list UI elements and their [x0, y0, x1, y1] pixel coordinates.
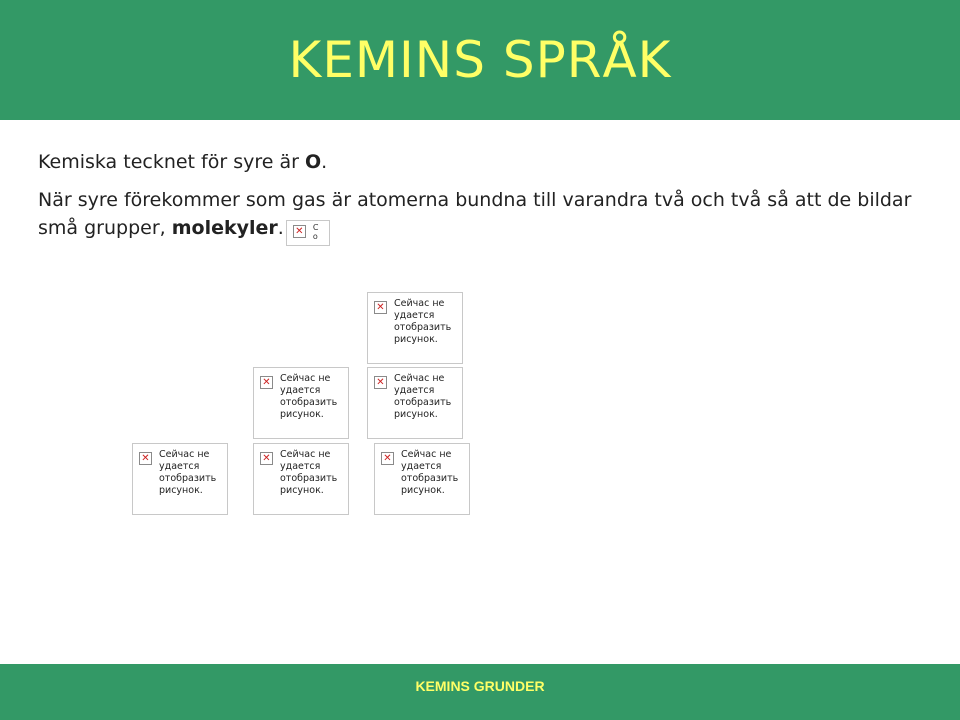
paragraph-molecules-end: .	[277, 217, 284, 239]
paragraph-molecules	[38, 186, 918, 246]
broken-image-icon: ✕	[374, 301, 387, 314]
broken-image-icon: ✕	[374, 376, 387, 389]
paragraph-molecules-text: När syre förekommer som gas är atomerna bundna till varandra två och två så att de bildar små grupper,	[38, 189, 912, 239]
broken-image-icon: ✕	[139, 452, 152, 465]
paragraph-symbol-text: Kemiska tecknet för syre är	[38, 151, 305, 173]
slide-body	[38, 148, 918, 256]
broken-image-message: Сейчас не удается отобразить рисунок.	[394, 298, 452, 345]
broken-image-message: Сейчас не удается отобразить рисунок.	[394, 373, 452, 420]
broken-image-icon: ✕	[293, 225, 306, 238]
footer-label: KEMINS GRUNDER	[415, 678, 545, 694]
paragraph-symbol	[38, 148, 918, 176]
broken-image-placeholder	[253, 367, 349, 439]
broken-image-icon: ✕	[260, 452, 273, 465]
broken-image-placeholder	[374, 443, 470, 515]
oxygen-symbol: O	[304, 151, 322, 173]
broken-image-message: Сейчас не удается отобразить рисунок.	[159, 449, 217, 496]
broken-image-message: Сейчас не удается отобразить рисунок.	[401, 449, 459, 496]
broken-image-placeholder	[253, 443, 349, 515]
broken-image-icon: ✕	[381, 452, 394, 465]
broken-image-placeholder	[367, 367, 463, 439]
broken-image-icon: ✕	[260, 376, 273, 389]
molecules-term: molekyler	[171, 217, 278, 239]
inline-broken-image-text: С о	[312, 223, 319, 241]
broken-image-message: Сейчас не удается отобразить рисунок.	[280, 449, 338, 496]
inline-broken-image	[286, 220, 330, 246]
broken-image-placeholder	[132, 443, 228, 515]
paragraph-symbol-end: .	[321, 151, 328, 173]
broken-image-placeholder	[367, 292, 463, 364]
slide-title: KEMINS SPRÅK	[288, 31, 672, 89]
broken-image-message: Сейчас не удается отобразить рисунок.	[280, 373, 338, 420]
footer-band	[0, 664, 960, 720]
title-band	[0, 0, 960, 120]
